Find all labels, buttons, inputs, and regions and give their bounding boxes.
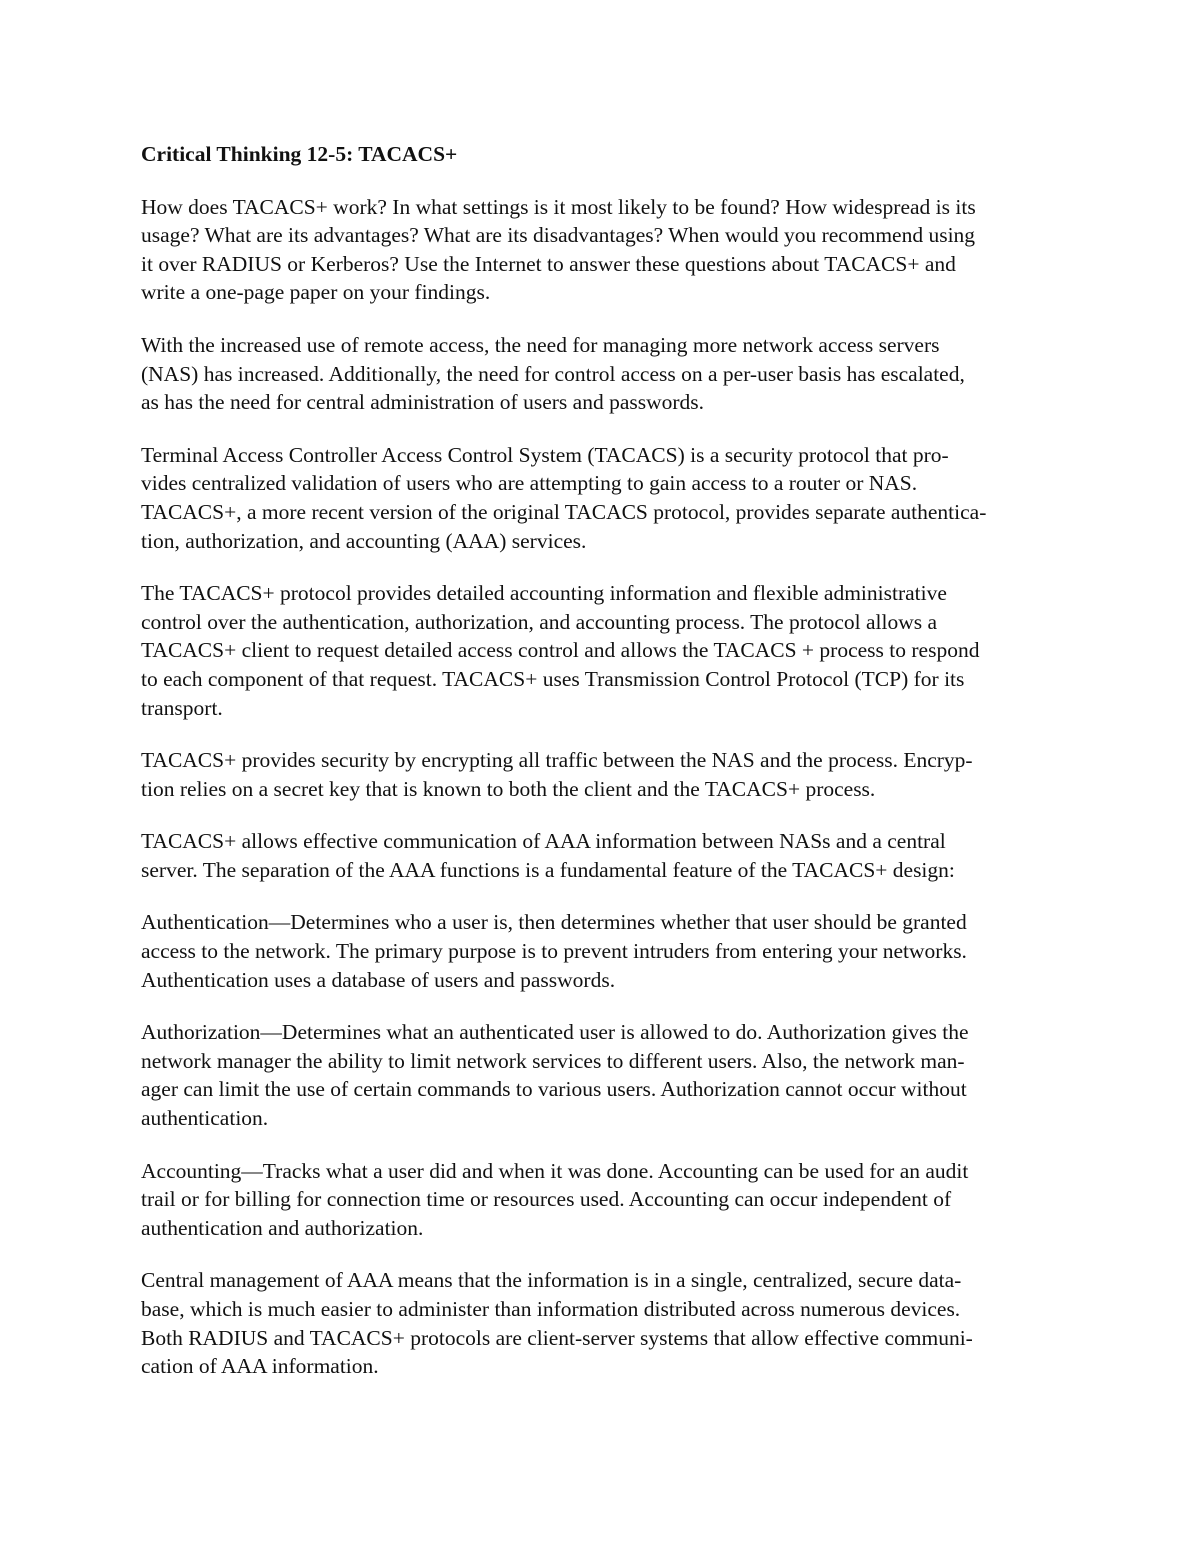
- text-line: TACACS+ provides security by encrypting all traffic between the NAS and the process. Encryp-: [141, 748, 973, 773]
- text-line: it over RADIUS or Kerberos? Use the Internet to answer these questions about TACACS+ and: [141, 251, 956, 276]
- text-line: authentication.: [141, 1106, 269, 1131]
- text-line: authentication and authorization.: [141, 1215, 424, 1240]
- text-line: cation of AAA information.: [141, 1354, 379, 1379]
- text-line: Authorization—Determines what an authenticated user is allowed to do. Authorization gives the: [141, 1020, 969, 1045]
- paragraph-encryption: [141, 746, 1071, 803]
- text-line: TACACS+, a more recent version of the original TACACS protocol, provides separate authentica-: [141, 499, 987, 524]
- text-line: write a one-page paper on your findings.: [141, 280, 491, 305]
- text-line: control over the authentication, authorization, and accounting process. The protocol allows a: [141, 609, 938, 634]
- paragraph-aaa-communication: [141, 827, 1071, 884]
- text-line: server. The separation of the AAA functions is a fundamental feature of the TACACS+ design:: [141, 857, 955, 882]
- text-line: vides centralized validation of users who are attempting to gain access to a router or NAS.: [141, 471, 918, 496]
- document-body: [141, 140, 1071, 1405]
- text-line: The TACACS+ protocol provides detailed accounting information and flexible administrative: [141, 581, 947, 606]
- paragraph-protocol-details: [141, 579, 1071, 722]
- paragraph-remote-access: [141, 331, 1071, 417]
- paragraph-authorization: [141, 1018, 1071, 1132]
- text-line: usage? What are its advantages? What are its disadvantages? When would you recommend using: [141, 223, 976, 248]
- text-line: network manager the ability to limit network services to different users. Also, the network man-: [141, 1048, 965, 1073]
- paragraph-authentication: [141, 908, 1071, 994]
- paragraph-accounting: [141, 1157, 1071, 1243]
- text-line: (NAS) has increased. Additionally, the need for control access on a per-user basis has escalated,: [141, 361, 965, 386]
- text-line: access to the network. The primary purpose is to prevent intruders from entering your networks.: [141, 939, 967, 964]
- paragraph-tacacs-definition: [141, 441, 1071, 555]
- text-line: as has the need for central administration of users and passwords.: [141, 390, 705, 415]
- text-line: Authentication—Determines who a user is, then determines whether that user should be granted: [141, 910, 967, 935]
- text-line: trail or for billing for connection time or resources used. Accounting can occur independent of: [141, 1187, 952, 1212]
- text-line: Authentication uses a database of users and passwords.: [141, 967, 616, 992]
- text-line: ager can limit the use of certain commands to various users. Authorization cannot occur without: [141, 1077, 967, 1102]
- text-line: TACACS+ allows effective communication of AAA information between NASs and a central: [141, 829, 946, 854]
- text-line: How does TACACS+ work? In what settings is it most likely to be found? How widespread is its: [141, 194, 976, 219]
- text-line: Central management of AAA means that the information is in a single, centralized, secure data-: [141, 1268, 962, 1293]
- text-line: Terminal Access Controller Access Control System (TACACS) is a security protocol that pro-: [141, 442, 949, 467]
- text-line: Both RADIUS and TACACS+ protocols are client-server systems that allow effective communi-: [141, 1325, 973, 1350]
- paragraph-central-management: [141, 1266, 1071, 1380]
- paragraph-assignment: [141, 193, 1071, 307]
- text-line: With the increased use of remote access, the need for managing more network access servers: [141, 332, 940, 357]
- text-line: tion relies on a secret key that is known to both the client and the TACACS+ process.: [141, 776, 876, 801]
- text-line: transport.: [141, 695, 223, 720]
- text-line: TACACS+ client to request detailed access control and allows the TACACS + process to respond: [141, 638, 980, 663]
- text-line: tion, authorization, and accounting (AAA) services.: [141, 528, 587, 553]
- document-title: Critical Thinking 12-5: TACACS+: [141, 142, 458, 166]
- text-line: Accounting—Tracks what a user did and when it was done. Accounting can be used for an audit: [141, 1158, 969, 1183]
- text-line: to each component of that request. TACACS+ uses Transmission Control Protocol (TCP) for its: [141, 666, 965, 691]
- text-line: base, which is much easier to administer than information distributed across numerous devices.: [141, 1297, 961, 1321]
